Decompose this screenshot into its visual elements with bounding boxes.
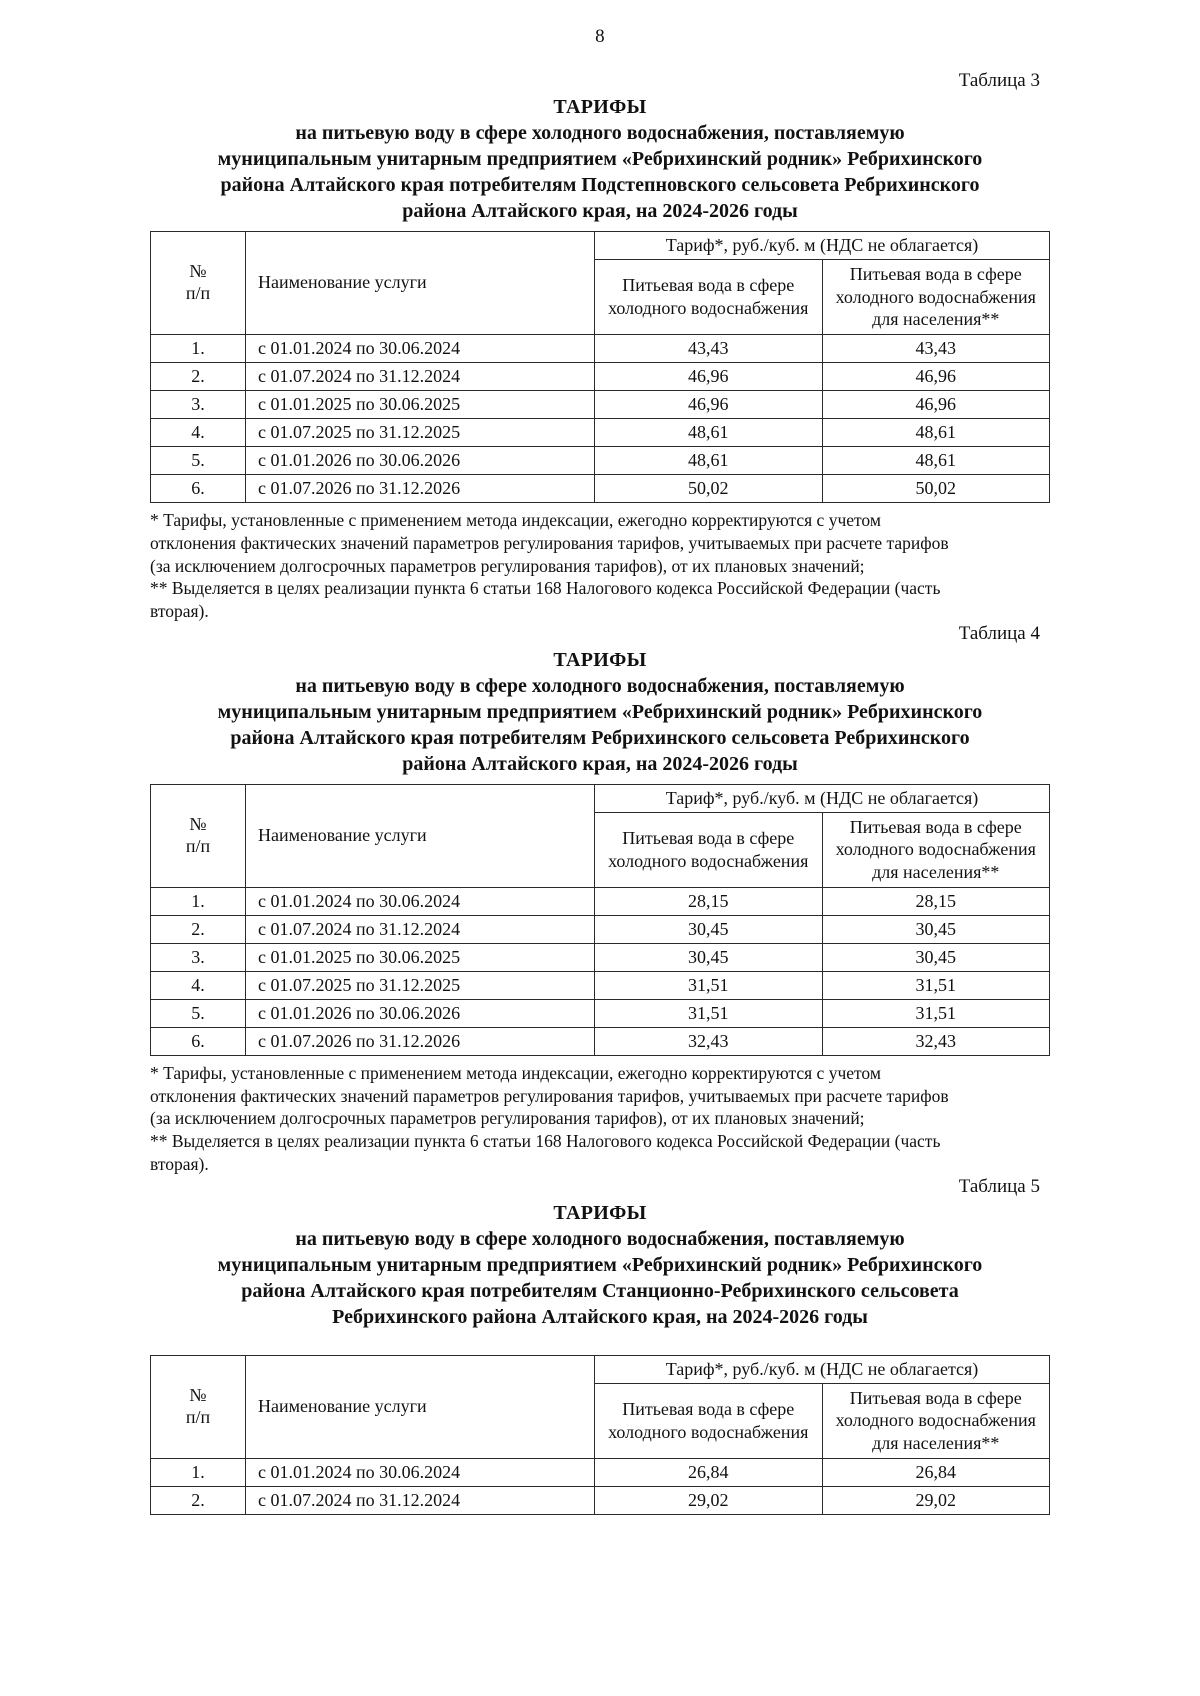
table-row [151,971,1050,999]
tariff-block-3 [150,70,1050,623]
column-header-drinking-water [595,1383,823,1458]
row-value-population: 31,51 [822,999,1050,1027]
row-index: 1. [151,887,246,915]
table-row [151,335,1050,363]
row-value-water: 26,84 [595,1458,823,1486]
column-header-number [151,232,246,335]
row-value-population: 43,43 [822,335,1050,363]
row-period: с 01.07.2024 по 31.12.2024 [246,363,595,391]
table-row [151,475,1050,503]
row-value-population: 28,15 [822,887,1050,915]
row-value-population: 46,96 [822,363,1050,391]
subtitle-line: на питьевую воду в сфере холодного водоснабжения, поставляемую [295,674,905,697]
table-row [151,1027,1050,1055]
number-header-line2: п/п [185,283,211,303]
row-value-water: 50,02 [595,475,823,503]
row-value-population: 31,51 [822,971,1050,999]
row-value-population: 30,45 [822,915,1050,943]
row-index: 5. [151,999,246,1027]
row-index: 6. [151,475,246,503]
subhead-line: для населения** [872,862,1000,883]
subtitle-line: на питьевую воду в сфере холодного водоснабжения, поставляемую [295,1227,905,1250]
column-header-drinking-water-population [822,812,1050,887]
table-subtitle-3 [150,120,1050,224]
subhead-line: Питьевая вода в сфере [622,275,795,296]
table-row [151,419,1050,447]
subhead-line: для населения** [872,309,1000,330]
number-header-line2: п/п [185,1406,211,1427]
row-period: с 01.07.2025 по 31.12.2025 [246,971,595,999]
row-value-population: 26,84 [822,1458,1050,1486]
number-header-line1: № [189,261,207,282]
row-value-water: 31,51 [595,971,823,999]
subhead-line: Питьевая вода в сфере [622,828,795,849]
table-header-row [151,784,1050,812]
row-value-population: 29,02 [822,1486,1050,1514]
footnotes-3 [150,509,1050,623]
row-value-water: 32,43 [595,1027,823,1055]
table-row [151,943,1050,971]
table-label-5: Таблица 5 [958,1175,1040,1197]
column-header-service-name: Наименование услуги [246,784,595,887]
row-value-population: 48,61 [822,447,1050,475]
footnote-line: вторая). [150,601,209,622]
column-header-service-name: Наименование услуги [246,1355,595,1458]
row-period: с 01.07.2024 по 31.12.2024 [246,1486,595,1514]
column-header-tariff-group: Тариф*, руб./куб. м (НДС не облагается) [595,784,1050,812]
row-index: 2. [151,915,246,943]
table-row [151,999,1050,1027]
row-value-water: 29,02 [595,1486,823,1514]
table-label-3: Таблица 3 [958,70,1040,91]
row-period: с 01.01.2024 по 30.06.2024 [246,887,595,915]
subhead-line: холодного водоснабжения [835,839,1036,860]
footnote-line: * Тарифы, установленные с применением метода индексации, ежегодно корректируются с учетом [150,1062,881,1083]
row-value-population: 50,02 [822,475,1050,503]
tariff-table-3 [150,231,1050,503]
table-header-row [151,232,1050,260]
column-header-drinking-water-population [822,1383,1050,1458]
row-period: с 01.07.2024 по 31.12.2024 [246,915,595,943]
row-period: с 01.01.2025 по 30.06.2025 [246,391,595,419]
column-header-service-name: Наименование услуги [246,232,595,335]
row-value-water: 46,96 [595,391,823,419]
subhead-line: Питьевая вода в сфере [849,816,1022,837]
footnote-line: ** Выделяется в целях реализации пункта 6 статьи 168 Налогового кодекса Российской Федерации (часть [150,1131,941,1152]
row-value-population: 32,43 [822,1027,1050,1055]
row-index: 1. [151,335,246,363]
column-header-number [151,1355,246,1458]
subtitle-line: района Алтайского края потребителям Ребрихинского сельсовета Ребрихинского [230,726,970,749]
footnote-line: отклонения фактических значений параметров регулирования тарифов, учитываемых при расчете тарифов [150,532,949,553]
row-value-water: 28,15 [595,887,823,915]
table-row [151,1486,1050,1514]
subhead-line: холодного водоснабжения [608,850,809,871]
footnote-line: (за исключением долгосрочных параметров регулирования тарифов), от их плановых значений; [150,555,865,576]
subtitle-line: муниципальным унитарным предприятием «Ребрихинский родник» Ребрихинского [217,148,983,170]
row-value-water: 30,45 [595,943,823,971]
table-row [151,391,1050,419]
row-period: с 01.01.2026 по 30.06.2026 [246,447,595,475]
subtitle-line: района Алтайского края потребителям Подстепновского сельсовета Ребрихинского [220,174,980,196]
row-period: с 01.01.2024 по 30.06.2024 [246,335,595,363]
row-period: с 01.07.2026 по 31.12.2026 [246,475,595,503]
column-header-drinking-water-population [822,260,1050,335]
row-index: 5. [151,447,246,475]
row-period: с 01.07.2026 по 31.12.2026 [246,1027,595,1055]
footnote-line: * Тарифы, установленные с применением метода индексации, ежегодно корректируются с учетом [150,510,881,531]
row-value-water: 43,43 [595,335,823,363]
tariff-table-4 [150,784,1050,1056]
subhead-line: холодного водоснабжения [835,1410,1036,1431]
row-index: 4. [151,419,246,447]
subhead-line: Питьевая вода в сфере [849,264,1022,284]
row-value-population: 30,45 [822,943,1050,971]
table-title-5: ТАРИФЫ [553,1201,647,1224]
subhead-line: холодного водоснабжения [835,286,1036,307]
table-row [151,1458,1050,1486]
row-period: с 01.07.2025 по 31.12.2025 [246,419,595,447]
row-index: 2. [151,363,246,391]
number-header-line1: № [189,813,207,834]
column-header-number [151,784,246,887]
subhead-line: холодного водоснабжения [608,298,809,318]
footnote-line: ** Выделяется в целях реализации пункта 6 статьи 168 Налогового кодекса Российской Федерации (часть [150,578,941,599]
subtitle-line: Ребрихинского района Алтайского края, на 2024-2026 годы [332,1305,868,1328]
table-label-4: Таблица 4 [958,622,1040,644]
footnotes-4 [150,1062,1050,1176]
row-value-population: 46,96 [822,391,1050,419]
footnote-line: вторая). [150,1153,209,1174]
table-row [151,363,1050,391]
row-index: 3. [151,943,246,971]
subhead-line: Питьевая вода в сфере [849,1387,1022,1408]
column-header-tariff-group: Тариф*, руб./куб. м (НДС не облагается) [595,1355,1050,1383]
subtitle-line: муниципальным унитарным предприятием «Ребрихинский родник» Ребрихинского [217,700,983,723]
subtitle-line: района Алтайского края потребителям Станционно-Ребрихинского сельсовета [241,1279,959,1302]
row-value-water: 48,61 [595,447,823,475]
subhead-line: для населения** [872,1432,1000,1453]
row-index: 3. [151,391,246,419]
subtitle-line: на питьевую воду в сфере холодного водоснабжения, поставляемую [295,122,905,144]
subtitle-line: района Алтайского края, на 2024-2026 годы [402,200,798,222]
subhead-line: холодного водоснабжения [608,1421,809,1442]
table-title-4: ТАРИФЫ [553,648,647,671]
row-period: с 01.01.2026 по 30.06.2026 [246,999,595,1027]
row-index: 6. [151,1027,246,1055]
subtitle-line: района Алтайского края, на 2024-2026 годы [402,752,798,775]
tariff-table-5 [150,1355,1050,1515]
table-subtitle-4 [150,673,1050,777]
row-value-water: 48,61 [595,419,823,447]
row-value-water: 46,96 [595,363,823,391]
row-period: с 01.01.2024 по 30.06.2024 [246,1458,595,1486]
table-subtitle-5 [150,1226,1050,1330]
column-header-drinking-water [595,260,823,335]
tariff-block-5 [150,1176,1050,1515]
table-row [151,447,1050,475]
column-header-drinking-water [595,812,823,887]
row-index: 2. [151,1486,246,1514]
row-value-population: 48,61 [822,419,1050,447]
row-period: с 01.01.2025 по 30.06.2025 [246,943,595,971]
table-title-3: ТАРИФЫ [553,96,647,118]
table-row [151,887,1050,915]
page-number: 8 [595,26,605,47]
spacer [150,1330,1050,1348]
column-header-tariff-group: Тариф*, руб./куб. м (НДС не облагается) [595,232,1050,260]
number-header-line2: п/п [185,835,211,856]
table-header-row [151,1355,1050,1383]
table-row [151,915,1050,943]
row-value-water: 30,45 [595,915,823,943]
subhead-line: Питьевая вода в сфере [622,1398,795,1419]
row-value-water: 31,51 [595,999,823,1027]
footnote-line: отклонения фактических значений параметров регулирования тарифов, учитываемых при расчете тарифов [150,1085,949,1106]
footnote-line: (за исключением долгосрочных параметров регулирования тарифов), от их плановых значений; [150,1108,865,1129]
tariff-block-4 [150,623,1050,1176]
row-index: 1. [151,1458,246,1486]
number-header-line1: № [189,1384,207,1405]
subtitle-line: муниципальным унитарным предприятием «Ребрихинский родник» Ребрихинского [217,1253,983,1276]
row-index: 4. [151,971,246,999]
